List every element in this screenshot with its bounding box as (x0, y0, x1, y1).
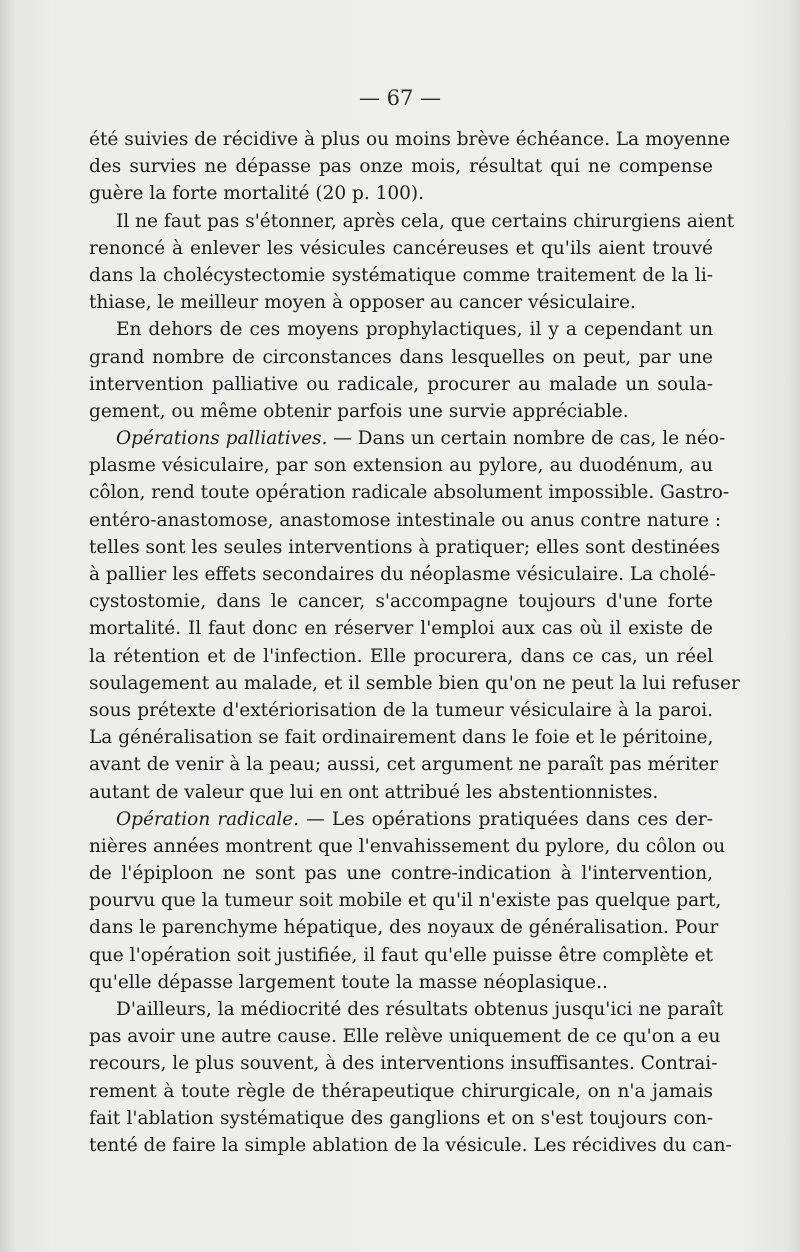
text-line: dans la cholécystectomie systématique comme traitement de la li- (89, 264, 713, 286)
text-line: à pallier les effets secondaires du néoplasme vésiculaire. La cholé- (89, 564, 716, 585)
text-line: En dehors de ces moyens prophylactiques, il y a cependant un (116, 319, 713, 341)
paragraph-mediocre-results (89, 996, 732, 1159)
text-line: cystostomie, dans le cancer, s'accompagne toujours d'une forte (89, 591, 713, 613)
text-line: D'ailleurs, la médiocrité des résultats obtenus jusqu'ici ne paraît (116, 999, 724, 1020)
text-line (89, 425, 726, 452)
text-line: sous prétexte d'extériorisation de la tumeur vésiculaire à la paroi. (89, 699, 713, 721)
text-line: soulagement au malade, et il semble bien qu'on ne peut la lui refuser (89, 672, 740, 694)
text-line: recours, le plus souvent, à des interventions insuffisantes. Contrai- (89, 1053, 718, 1075)
section-heading-radical: Opération radicale. (116, 808, 300, 830)
text-line: tenté de faire la simple ablation de la vésicule. Les récidives du can- (89, 1134, 732, 1156)
text-line: la rétention et de l'infection. Elle procurera, dans ce cas, un réel (89, 645, 713, 667)
paragraph-radical-operation (89, 806, 726, 996)
section-heading-palliative: Opérations palliatives. (116, 428, 328, 450)
text-line: côlon, rend toute opération radicale absolument impossible. Gastro- (89, 482, 730, 504)
text-line: avant de venir à la peau; aussi, cet argument ne paraît pas mériter (89, 754, 718, 776)
text-line: nières années montrent que l'envahissement du pylore, du côlon ou (89, 835, 726, 857)
text-line: guère la forte mortalité (20 p. 100). (89, 183, 425, 205)
text-line: entéro-anastomose, anastomose intestinale ou anus contre nature : (89, 509, 722, 531)
page-number: — 67 — (358, 86, 442, 110)
paragraph-palliative-operations (89, 425, 740, 806)
paragraph-cholecystectomy (89, 208, 735, 317)
text-line: intervention palliative ou radicale, procurer au malade un soula- (89, 373, 713, 395)
text-line: telles sont les seules interventions à pratiquer; elles sont destinées (89, 536, 720, 558)
text-line: La généralisation se fait ordinairement dans le foie et le péritoine, (89, 727, 714, 749)
text-line: qu'elle dépasse largement toute la masse néoplasique.. (89, 971, 608, 993)
text-run: — Dans un certain nombre de cas, le néo- (327, 428, 726, 450)
text-line: pas avoir une autre cause. Elle relève uniquement de ce qu'on a eu (89, 1026, 721, 1048)
paragraph-prophylactic (89, 316, 713, 425)
text-line: plasme vésiculaire, par son extension au pylore, au duodénum, au (89, 455, 713, 477)
body-text (89, 126, 740, 1159)
text-line: de l'épiploon ne sont pas une contre-indication à l'intervention, (89, 863, 713, 885)
text-line: été suivies de récidive à plus ou moins brève échéance. La moyenne (89, 129, 730, 150)
paragraph-survival-outcomes (89, 126, 730, 208)
text-line: Il ne faut pas s'étonner, après cela, que certains chirurgiens aient (116, 210, 735, 232)
text-line: mortalité. Il faut donc en réserver l'emploi aux cas où il existe de (89, 618, 713, 640)
text-line: pourvu que la tumeur soit mobile et qu'il n'existe pas quelque part, (89, 890, 722, 912)
text-run: — Les opérations pratiquées dans ces der- (299, 808, 713, 830)
text-line: rement à toute règle de thérapeutique chirurgicale, on n'a jamais (89, 1080, 713, 1102)
text-line (89, 806, 713, 833)
text-line: grand nombre de circonstances dans lesquelles on peut, par une (89, 346, 713, 368)
text-line: que l'opération soit justifiée, il faut qu'elle puisse être complète et (89, 944, 713, 966)
text-line: renoncé à enlever les vésicules cancéreuses et qu'ils aient trouvé (89, 237, 713, 259)
text-line: autant de valeur que lui en ont attribué les abstentionnistes. (89, 781, 659, 803)
text-line: gement, ou même obtenir parfois une survie appréciable. (89, 400, 629, 422)
text-line: thiase, le meilleur moyen à opposer au cancer vésiculaire. (89, 292, 636, 314)
text-line: des survies ne dépasse pas onze mois, résultat qui ne compense (89, 156, 713, 178)
text-line: fait l'ablation systématique des ganglions et on s'est toujours con- (89, 1107, 713, 1129)
text-line: dans le parenchyme hépatique, des noyaux de généralisation. Pour (89, 917, 719, 939)
